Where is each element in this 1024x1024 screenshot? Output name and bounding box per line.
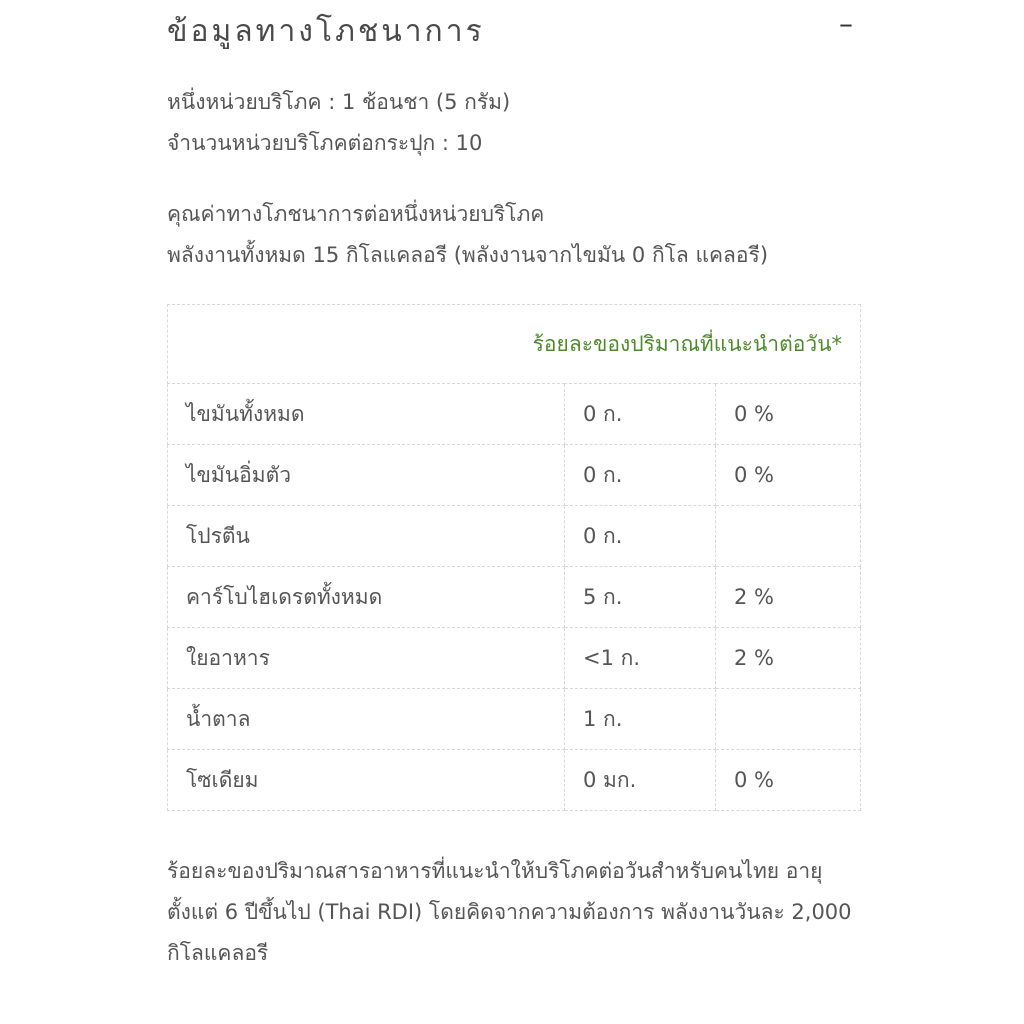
- table-row: [168, 384, 861, 445]
- serving-size: หนึ่งหน่วยบริโภค : 1 ช้อนชา (5 กรัม): [167, 90, 511, 114]
- nutrient-amount: 0 มก.: [565, 750, 716, 811]
- value-per-serving: คุณค่าทางโภชนาการต่อหนึ่งหน่วยบริโภค: [167, 202, 545, 226]
- table-row: [168, 445, 861, 506]
- nutrient-amount: 0 ก.: [565, 506, 716, 567]
- nutrition-summary: [167, 194, 861, 276]
- nutrient-name: ใยอาหาร: [168, 628, 565, 689]
- rdi-footnote: ร้อยละของปริมาณสารอาหารที่แนะนำให้บริโภคต่อวันสำหรับคนไทย อายุตั้งแต่ 6 ปีขึ้นไป (Thai RDI) โดยคิดจากความต้องการ พลังงานวันละ 2,000 กิโลแคลอรี: [167, 859, 852, 965]
- serving-info: [167, 82, 861, 164]
- nutrient-amount: 0 ก.: [565, 445, 716, 506]
- table-row: [168, 628, 861, 689]
- nutrient-rdi: 0 %: [716, 384, 861, 445]
- rdi-header: ร้อยละของปริมาณที่แนะนำต่อวัน*: [168, 305, 861, 384]
- table-row: [168, 689, 861, 750]
- nutrient-amount: <1 ก.: [565, 628, 716, 689]
- nutrient-name: ไขมันทั้งหมด: [168, 384, 565, 445]
- nutrient-name: น้ำตาล: [168, 689, 565, 750]
- nutrient-amount: 0 ก.: [565, 384, 716, 445]
- nutrient-rdi: 2 %: [716, 567, 861, 628]
- table-header-row: [168, 305, 861, 384]
- nutrient-name: ไขมันอิ่มตัว: [168, 445, 565, 506]
- nutrient-name: โซเดียม: [168, 750, 565, 811]
- servings-per-container: จำนวนหน่วยบริโภคต่อกระปุก : 10: [167, 131, 483, 155]
- collapse-icon[interactable]: –: [839, 7, 853, 40]
- nutrient-rdi: 0 %: [716, 445, 861, 506]
- table-row: [168, 506, 861, 567]
- nutrient-amount: 1 ก.: [565, 689, 716, 750]
- nutrient-rdi: [716, 506, 861, 567]
- nutrient-amount: 5 ก.: [565, 567, 716, 628]
- section-header: [167, 0, 861, 56]
- nutrient-name: โปรตีน: [168, 506, 565, 567]
- table-row: [168, 750, 861, 811]
- energy-info: พลังงานทั้งหมด 15 กิโลแคลอรี (พลังงานจากไขมัน 0 กิโล แคลอรี): [167, 243, 769, 267]
- nutrient-name: คาร์โบไฮเดรตทั้งหมด: [168, 567, 565, 628]
- nutrient-rdi: [716, 689, 861, 750]
- nutrient-rdi: 2 %: [716, 628, 861, 689]
- section-title: ข้อมูลทางโภชนาการ: [167, 14, 485, 49]
- nutrition-table: [167, 304, 861, 811]
- table-row: [168, 567, 861, 628]
- nutrition-panel: [167, 0, 861, 974]
- nutrient-rdi: 0 %: [716, 750, 861, 811]
